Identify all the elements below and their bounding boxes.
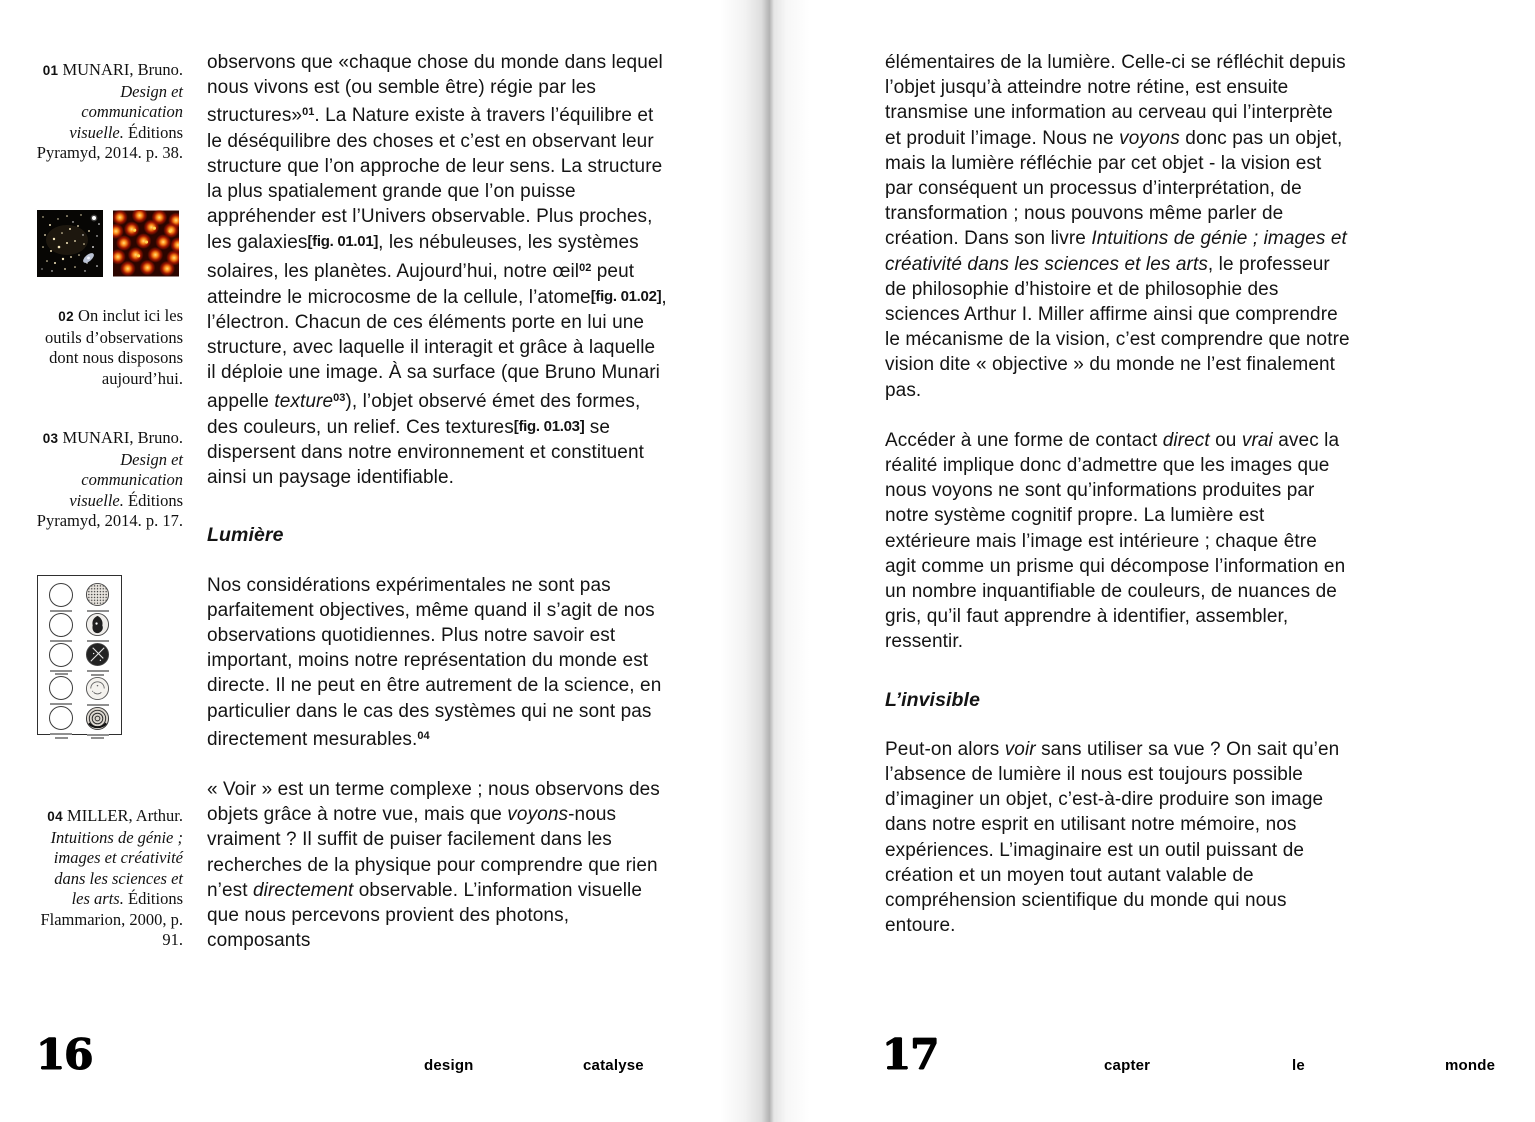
figure-texture-icon bbox=[85, 612, 110, 637]
sketch-texture-icon bbox=[85, 676, 110, 701]
outline-circle-swatch bbox=[49, 643, 73, 676]
footnote-02: 02 On inclut ici les outils d’observations dont nous disposons aujourd’hui. bbox=[45, 306, 183, 388]
texture-circle-swatch bbox=[85, 676, 110, 706]
texture-circle-swatch bbox=[85, 582, 110, 612]
footer-word-le: le bbox=[1292, 1057, 1305, 1074]
texture-circles-diagram bbox=[37, 575, 122, 735]
left-text-column bbox=[207, 50, 669, 979]
margin-notes-column bbox=[33, 0, 183, 1122]
page-fold-shadow bbox=[720, 0, 810, 1122]
footnote-03: 03 MUNARI, Bruno. Design et communication visuelle. Éditions Pyramyd, 2014. p. 17. bbox=[36, 428, 183, 530]
page-number-16: 16 bbox=[36, 1030, 93, 1079]
section-heading-lumiere: Lumière bbox=[207, 524, 284, 547]
paragraph: élémentaires de la lumière. Celle-ci se réfléchit depuis l’objet jusqu’à atteindre notre rétine, est ensuite transmise une information au cerveau qui l’interprète et produit l’image. Nous ne voyons donc pas un objet, mais la lumière réfléchie par cet objet - la vision est par conséquent un processus d’interprétation, de transformation ; nous pouvons même parler de création. Dans son livre Intuitions de génie ; images et créativité dans les sciences et les arts, le professeur de philosophie d’histoire et de philosophie des sciences Arthur I. Miller affirme ainsi que comprendre le mécanisme de la vision, c’est comprendre que notre vision dite « objective » du monde ne l’est finalement pas. bbox=[885, 52, 1350, 401]
outline-circle-swatch bbox=[49, 583, 73, 612]
texture-circle-swatch bbox=[85, 642, 110, 676]
paragraph: Nos considérations expérimentales ne sont pas parfaitement objectives, même quand il s’agit de nos observations quotidiennes. Plus notre savoir est important, moins notre représentation du monde est directe. Il ne peut en être autrement de la science, en particulier dans le cas des systèmes qui ne sont pas directement mesurables.$^{04}$ bbox=[207, 574, 662, 750]
outline-circle-swatch bbox=[49, 676, 73, 705]
footer-word-design: design bbox=[424, 1057, 474, 1074]
galaxy-photo-image bbox=[37, 210, 103, 277]
section-heading-invisible: L’invisible bbox=[885, 688, 981, 711]
footer-word-catalyse: catalyse bbox=[583, 1057, 644, 1074]
paragraph: observons que «chaque chose du monde dans lequel nous vivons est (ou semble être) régie par les structures»$^{01}$. La Nature existe à travers l’équilibre et le déséquilibre des choses et c’est en observant leur structure que l’on approche de leur sens. La structure la plus spatialement grande que l’on puisse appréhender est l’Univers observable. Plus proches, les galaxies[fig. 01.01], les nébuleuses, les systèmes solaires, les planètes. Aujourd’hui, notre œil$^{02}$ peut atteindre le microcosme de la cellule, l’atome[fig. 01.02], l’électron. Chacun de ces éléments porte en lui une structure, avec laquelle il interagit et grâce à laquelle il déploie une image. À sa surface (que Bruno Munari appelle texture$^{03}$), l’objet observé émet des formes, des couleurs, un relief. Ces textures[fig. 01.03] se dispersent dans notre environnement et constituent ainsi un paysage identifiable. bbox=[207, 52, 667, 489]
footnote-04: 04 MILLER, Arthur. Intuitions de génie ; images et créativité dans les sciences et les arts. Éditions Flammarion, 2000, p. 91. bbox=[40, 806, 183, 949]
paragraph: Accéder à une forme de contact direct ou vrai avec la réalité implique donc d’admettre que les images que nous voyons ne sont qu’informations produites par notre système cognitif propre. La lumière est extérieure mais l’image est intérieure ; chaque être agit comme un prisme qui décompose l’information en un nombre inquantifiable de couleurs, de nuances de gris, qu’il faut apprendre à identifier, assembler, ressentir. bbox=[885, 429, 1346, 653]
outline-circle-swatch bbox=[49, 706, 73, 739]
page-number-17: 17 bbox=[882, 1030, 939, 1079]
rings-texture-icon bbox=[85, 706, 110, 731]
galaxy-cluster-photo bbox=[37, 210, 103, 277]
texture-circle-swatch bbox=[85, 612, 110, 642]
footnote-01: 01 MUNARI, Bruno. Design et communication visuelle. Éditions Pyramyd, 2014. p. 38. bbox=[36, 60, 183, 162]
footer-word-monde: monde bbox=[1445, 1057, 1496, 1074]
footer-word-capter: capter bbox=[1104, 1057, 1151, 1074]
paragraph: Peut-on alors voir sans utiliser sa vue ? On sait qu’en l’absence de lumière il nous est toujours possible d’imaginer un objet, c’est-à-dire produire son image dans notre esprit en utilisant notre mémoire, nos expériences. L’imaginaire est un outil puissant de création et un moyen tout autant valable de compréhension scientifique du monde qui nous entoure. bbox=[885, 738, 1340, 937]
crossed-lines-texture-icon bbox=[85, 642, 110, 667]
atomic-lattice-image bbox=[113, 210, 179, 277]
speckle-texture-icon bbox=[85, 582, 110, 607]
paragraph: « Voir » est un terme complexe ; nous observons des objets grâce à notre vue, mais que voyons-nous vraiment ? Il suffit de puiser facilement dans les recherches de la physique pour comprendre que rien n’est directement observable. L’information visuelle que nous percevons provient des photons, composants bbox=[207, 779, 660, 952]
atomic-lattice-photo bbox=[113, 210, 179, 277]
outline-circle-swatch bbox=[49, 613, 73, 642]
right-text-column bbox=[885, 50, 1353, 964]
texture-circle-swatch bbox=[85, 706, 110, 740]
